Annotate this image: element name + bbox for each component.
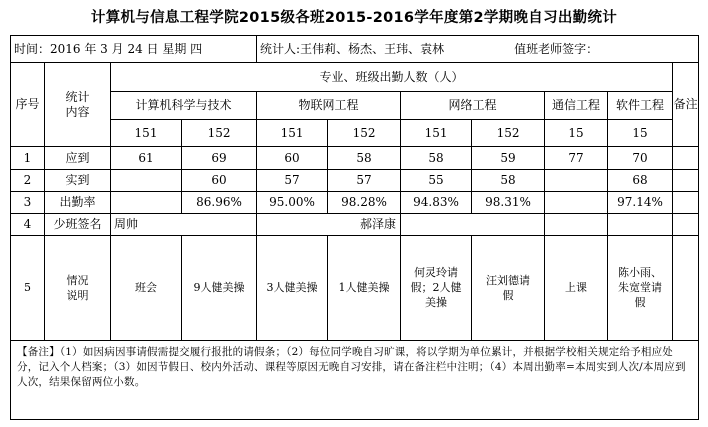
major-header: 物联网工程 [257, 91, 401, 119]
remarks-cell [673, 235, 699, 340]
situation-line: 汪刘德请 [486, 273, 531, 287]
remarks-cell [673, 147, 699, 169]
sign-cell [545, 213, 608, 235]
notes-text: （1）如因病因事请假需提交履行报批的请假条；（2）每位同学晚自习旷课，将以学期为单位累计，并根据学校相关规定给予相应处分，记入个人档案；（3）如因节假日、校内外活动、课程等原因无晚自习安排，请在备注栏中注明；（4）本周出勤率=本周实到人次/本周应到人次，结果保留两位小数。 [17, 345, 686, 388]
seq-cell: 2 [11, 169, 45, 191]
class-header: 152 [472, 120, 545, 147]
situation-cell [472, 235, 545, 340]
major-header: 软件工程 [608, 91, 673, 119]
remarks-cell [673, 191, 699, 213]
value-cell: 77 [545, 147, 608, 169]
value-cell: 61 [111, 147, 182, 169]
class-header: 15 [608, 120, 673, 147]
remarks-header: 备注 [673, 63, 699, 147]
class-header: 151 [257, 120, 328, 147]
value-cell [111, 191, 182, 213]
seq-header: 序号 [11, 63, 45, 147]
situation-cell [328, 235, 401, 340]
situation-line: 陈小雨、 [618, 266, 663, 280]
value-cell: 60 [257, 147, 328, 169]
major-header: 通信工程 [545, 91, 608, 119]
situation-label-line-2: 说明 [66, 288, 89, 302]
time-value: 2016 年 3 月 24 日 星期 四 [50, 41, 203, 56]
notes-row [11, 340, 699, 419]
situation-line: 美操 [425, 296, 448, 310]
table-row-rate [11, 191, 699, 213]
remarks-cell [673, 213, 699, 235]
table-row-expected [11, 147, 699, 169]
value-cell: 60 [182, 169, 257, 191]
value-cell: 57 [257, 169, 328, 191]
situation-line: 9人健美操 [193, 281, 245, 295]
value-cell: 68 [608, 169, 673, 191]
stat-content-line-1: 统计 [65, 89, 90, 104]
seq-cell: 3 [11, 191, 45, 213]
value-cell: 95.00% [257, 191, 328, 213]
value-cell: 58 [401, 147, 472, 169]
value-cell: 97.14% [608, 191, 673, 213]
value-cell: 59 [472, 147, 545, 169]
situation-cell [545, 235, 608, 340]
value-cell [111, 169, 182, 191]
value-cell: 94.83% [401, 191, 472, 213]
value-cell: 98.28% [328, 191, 401, 213]
situation-cell [401, 235, 472, 340]
situation-line: 假 [502, 288, 514, 302]
major-header: 计算机科学与技术 [111, 91, 257, 119]
row-label: 实到 [45, 169, 111, 191]
situation-cell [257, 235, 328, 340]
value-cell: 69 [182, 147, 257, 169]
counters-label: 统计人: [260, 41, 301, 56]
class-header: 151 [111, 120, 182, 147]
situation-line: 1人健美操 [338, 281, 390, 295]
sign-cell [401, 213, 545, 235]
situation-line: 假 [634, 296, 646, 310]
table-row-situation [11, 235, 699, 340]
major-header-row [11, 91, 699, 119]
row-label: 少班签名 [45, 213, 111, 235]
remarks-cell [673, 169, 699, 191]
table-row-absent-sign [11, 213, 699, 235]
counters-value: 王伟莉、杨杰、王玮、袁林 [300, 41, 445, 56]
time-cell [11, 36, 257, 63]
value-cell: 70 [608, 147, 673, 169]
group-header: 专业、班级出勤人数（人） [111, 63, 673, 91]
group-header-row [11, 63, 699, 91]
situation-line: 假；2人健 [410, 281, 462, 295]
row-label: 应到 [45, 147, 111, 169]
situation-line: 班会 [135, 281, 157, 295]
table-row-actual [11, 169, 699, 191]
teacher-sign-label: 值班老师签字： [514, 41, 599, 56]
value-cell: 58 [472, 169, 545, 191]
value-cell: 57 [328, 169, 401, 191]
situation-cell [182, 235, 257, 340]
value-cell: 55 [401, 169, 472, 191]
sign-cell: 郝泽康 [257, 213, 401, 235]
class-header: 151 [401, 120, 472, 147]
notes-cell [11, 340, 699, 419]
situation-label-line-1: 情况 [66, 273, 89, 287]
stat-content-line-2: 内容 [65, 104, 90, 119]
class-header-row [11, 120, 699, 147]
sign-cell: 周帅 [111, 213, 257, 235]
situation-line: 朱宽堂请 [618, 281, 663, 295]
value-cell: 98.31% [472, 191, 545, 213]
major-header: 网络工程 [401, 91, 545, 119]
situation-line: 何灵玲请 [414, 266, 459, 280]
situation-line: 3人健美操 [266, 281, 318, 295]
class-header: 15 [545, 120, 608, 147]
row-label [45, 235, 111, 340]
row-label: 出勤率 [45, 191, 111, 213]
attendance-table [10, 35, 699, 420]
info-row [11, 36, 699, 63]
sign-cell [608, 213, 673, 235]
class-header: 152 [182, 120, 257, 147]
seq-cell: 5 [11, 235, 45, 340]
value-cell: 86.96% [182, 191, 257, 213]
seq-cell: 1 [11, 147, 45, 169]
seq-cell: 4 [11, 213, 45, 235]
time-label: 时间： [14, 41, 51, 56]
situation-line: 上课 [565, 281, 588, 295]
counters-cell [257, 36, 699, 63]
notes-label: 【备注】 [17, 345, 60, 358]
situation-cell [608, 235, 673, 340]
situation-cell [111, 235, 182, 340]
class-header: 152 [328, 120, 401, 147]
value-cell: 58 [328, 147, 401, 169]
value-cell [545, 191, 608, 213]
page-title: 计算机与信息工程学院2015级各班2015-2016学年度第2学期晚自习出勤统计 [90, 10, 618, 26]
value-cell [545, 169, 608, 191]
stat-content-header [45, 63, 111, 147]
